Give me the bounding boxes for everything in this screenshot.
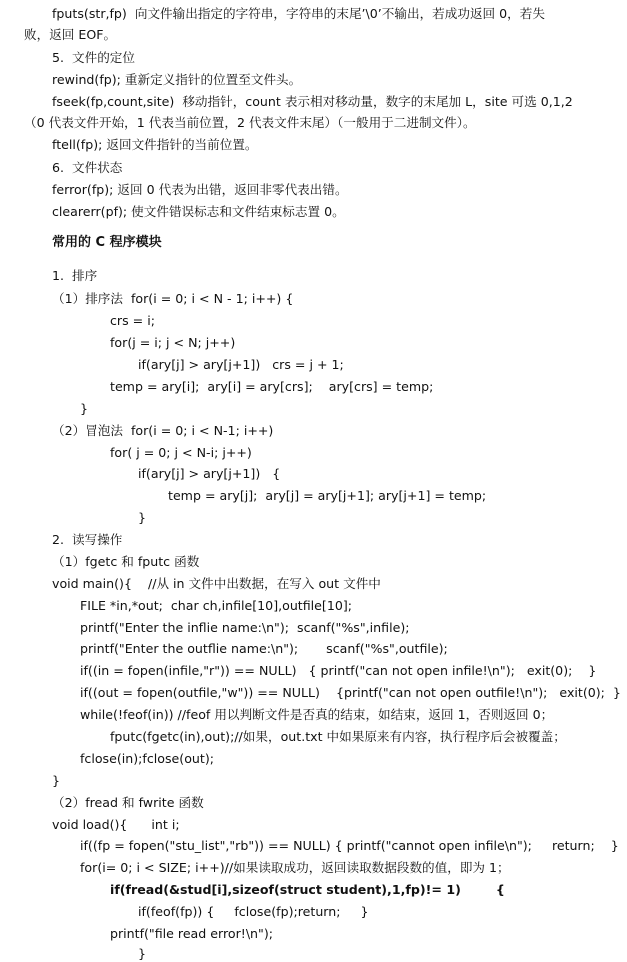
section-heading: 2. 读写操作 — [52, 532, 123, 547]
text-line: ftell(fp); 返回文件指针的当前位置。 — [52, 137, 258, 152]
code-line: printf("Enter the inflie name:\n"); scanf("%s",infile); — [80, 620, 410, 635]
text-line: 败，返回 EOF。 — [24, 27, 117, 42]
code-line: void main(){ //从 in 文件中出数据，在写入 out 文件中 — [52, 576, 381, 591]
code-line: } — [138, 510, 147, 525]
code-line: （1）排序法 for(i = 0; i < N - 1; i++) { — [52, 291, 294, 306]
code-line: temp = ary[j]; ary[j] = ary[j+1]; ary[j+1] = temp; — [168, 488, 487, 503]
code-line: if(ary[j] > ary[j+1]) { — [138, 466, 281, 481]
code-line: if((in = fopen(infile,"r")) == NULL) { printf("can not open infile!\n"); exit(0); } — [80, 663, 597, 678]
code-line: for(i= 0; i < SIZE; i++)//如果读取成功，返回读取数据段数的值，即为 1； — [80, 860, 510, 875]
code-line: FILE *in,*out; char ch,infile[10],outfile[10]; — [80, 598, 353, 613]
code-line: if(feof(fp)) { fclose(fp);return; } — [138, 904, 369, 919]
code-line: printf("file read error!\n"); — [110, 926, 273, 941]
section-heading: 5. 文件的定位 — [52, 50, 135, 65]
text-line: clearerr(pf); 使文件错误标志和文件结束标志置 0。 — [52, 204, 345, 219]
code-line: for(j = i; j < N; j++) — [110, 335, 236, 350]
text-line: （0 代表文件开始，1 代表当前位置，2 代表文件末尾）（一般用于二进制文件）。 — [24, 115, 476, 130]
code-line: （2）冒泡法 for(i = 0; i < N-1; i++) — [52, 423, 274, 438]
code-line: fclose(in);fclose(out); — [80, 751, 214, 766]
text-line: （1）fgetc 和 fputc 函数 — [52, 554, 200, 569]
code-line: void load(){ int i; — [52, 817, 180, 832]
text-line: fputs(str,fp) 向文件输出指定的字符串，字符串的末尾’\0’不输出，若成功返回 0，若失 — [52, 6, 545, 21]
code-line: } — [80, 401, 89, 416]
section-heading: 6. 文件状态 — [52, 160, 123, 175]
text-line: （2）fread 和 fwrite 函数 — [52, 795, 204, 810]
code-line: } — [52, 773, 61, 788]
text-line: ferror(fp); 返回 0 代表为出错，返回非零代表出错。 — [52, 182, 348, 197]
code-line: if(fread(&stud[i],sizeof(struct student),1,fp)!= 1) { — [110, 882, 505, 897]
code-line: crs = i; — [110, 313, 155, 328]
page-title: 常用的 C 程序模块 — [52, 235, 162, 250]
code-line: fputc(fgetc(in),out);//如果，out.txt 中如果原来有内容，执行程序后会被覆盖； — [110, 729, 566, 744]
code-line: temp = ary[i]; ary[i] = ary[crs]; ary[crs] = temp; — [110, 379, 434, 394]
section-heading: 1. 排序 — [52, 268, 98, 283]
code-line: } — [138, 946, 147, 961]
code-line: printf("Enter the outflie name:\n"); scanf("%s",outfile); — [80, 641, 448, 656]
code-line: while(!feof(in)) //feof 用以判断文件是否真的结束，如结束，返回 1，否则返回 0； — [80, 707, 554, 722]
code-line: for( j = 0; j < N-i; j++) — [110, 445, 252, 460]
text-line: rewind(fp); 重新定义指针的位置至文件头。 — [52, 72, 302, 87]
text-line: fseek(fp,count,site) 移动指针，count 表示相对移动量，数字的末尾加 L，site 可选 0,1,2 — [52, 94, 573, 109]
code-line: if((out = fopen(outfile,"w")) == NULL) {printf("can not open outfile!\n"); exit(0); } — [80, 685, 621, 700]
code-line: if(ary[j] > ary[j+1]) crs = j + 1; — [138, 357, 344, 372]
code-line: if((fp = fopen("stu_list","rb")) == NULL) { printf("cannot open infile\n"); return; } — [80, 838, 619, 853]
